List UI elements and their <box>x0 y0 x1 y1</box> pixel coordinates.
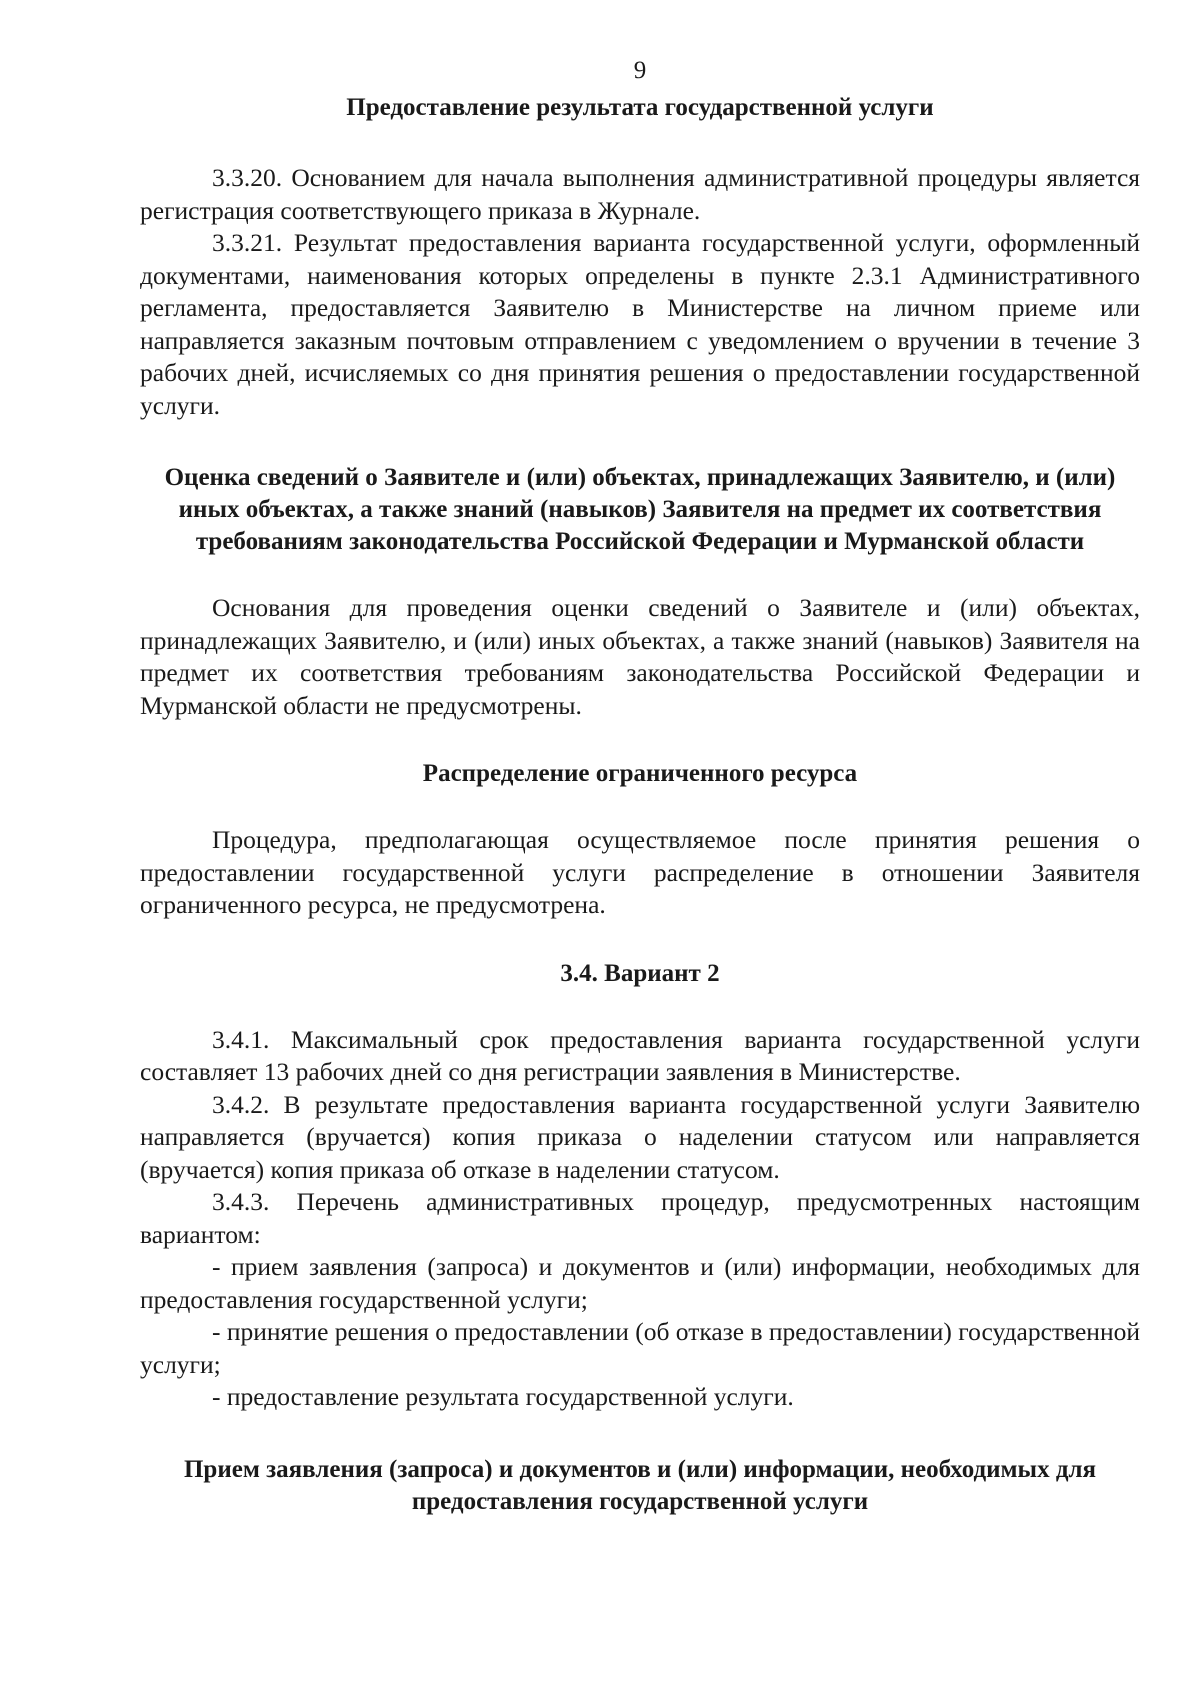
section-heading-application-intake: Прием заявления (запроса) и документов и (или) информации, необходимых для предоставления государственной услуги <box>183 1455 1097 1515</box>
paragraph-3-4-2: 3.4.2. В результате предоставления варианта государственной услуги Заявителю направляется (вручается) копия приказа о наделении статусом или направляется (вручается) копия приказа об отказе в наделении статусом. <box>140 1089 1140 1184</box>
page-number: 9 <box>633 57 647 84</box>
list-item: - принятие решения о предоставлении (об отказе в предоставлении) государственной услуги; <box>140 1317 1140 1379</box>
paragraph-assessment: Основания для проведения оценки сведений о Заявителе и (или) объектах, принадлежащих Заявителю, и (или) иных объектах, а также знаний (навыков) Заявителя на предмет их соответствия требованиям законодательства Российской Федерации и Мурманской области не предусмотрены. <box>140 593 1140 720</box>
paragraph-3-3-20: 3.3.20. Основанием для начала выполнения административной процедуры является регистрация соответствующего приказа в Журнале. <box>140 163 1140 225</box>
list-item: - предоставление результата государственной услуги. <box>212 1382 794 1411</box>
paragraph-resource: Процедура, предполагающая осуществляемое после принятия решения о предоставлении государственной услуги распределение в отношении Заявителя ограниченного ресурса, не предусмотрена. <box>140 825 1140 919</box>
paragraph-3-3-21: 3.3.21. Результат предоставления варианта государственной услуги, оформленный документами, наименования которых определены в пункте 2.3.1 Административного регламента, предоставляется Заявителю в Министерстве на личном приеме или направляется заказным почтовым отправлением с уведомлением о вручении в течение 3 рабочих дней, исчисляемых со дня принятия решения о предоставлении государственной услуги. <box>140 228 1140 420</box>
section-heading-variant-2: 3.4. Вариант 2 <box>560 959 720 987</box>
section-heading-assessment: Оценка сведений о Заявителе и (или) объектах, принадлежащих Заявителю, и (или) иных объектах, а также знаний (навыков) Заявителя на предмет их соответствия требованиям законодательства Российской Федерации и Мурманской области <box>164 464 1116 555</box>
list-item: - прием заявления (запроса) и документов и (или) информации, необходимых для предоставления государственной услуги; <box>140 1252 1140 1314</box>
section-heading-result: Предоставление результата государственной услуги <box>346 94 934 121</box>
section-heading-resource: Распределение ограниченного ресурса <box>422 760 858 787</box>
paragraph-3-4-1: 3.4.1. Максимальный срок предоставления варианта государственной услуги составляет 13 рабочих дней со дня регистрации заявления в Министерстве. <box>140 1024 1140 1086</box>
paragraph-3-4-3: 3.4.3. Перечень административных процедур, предусмотренных настоящим вариантом: <box>140 1187 1140 1249</box>
